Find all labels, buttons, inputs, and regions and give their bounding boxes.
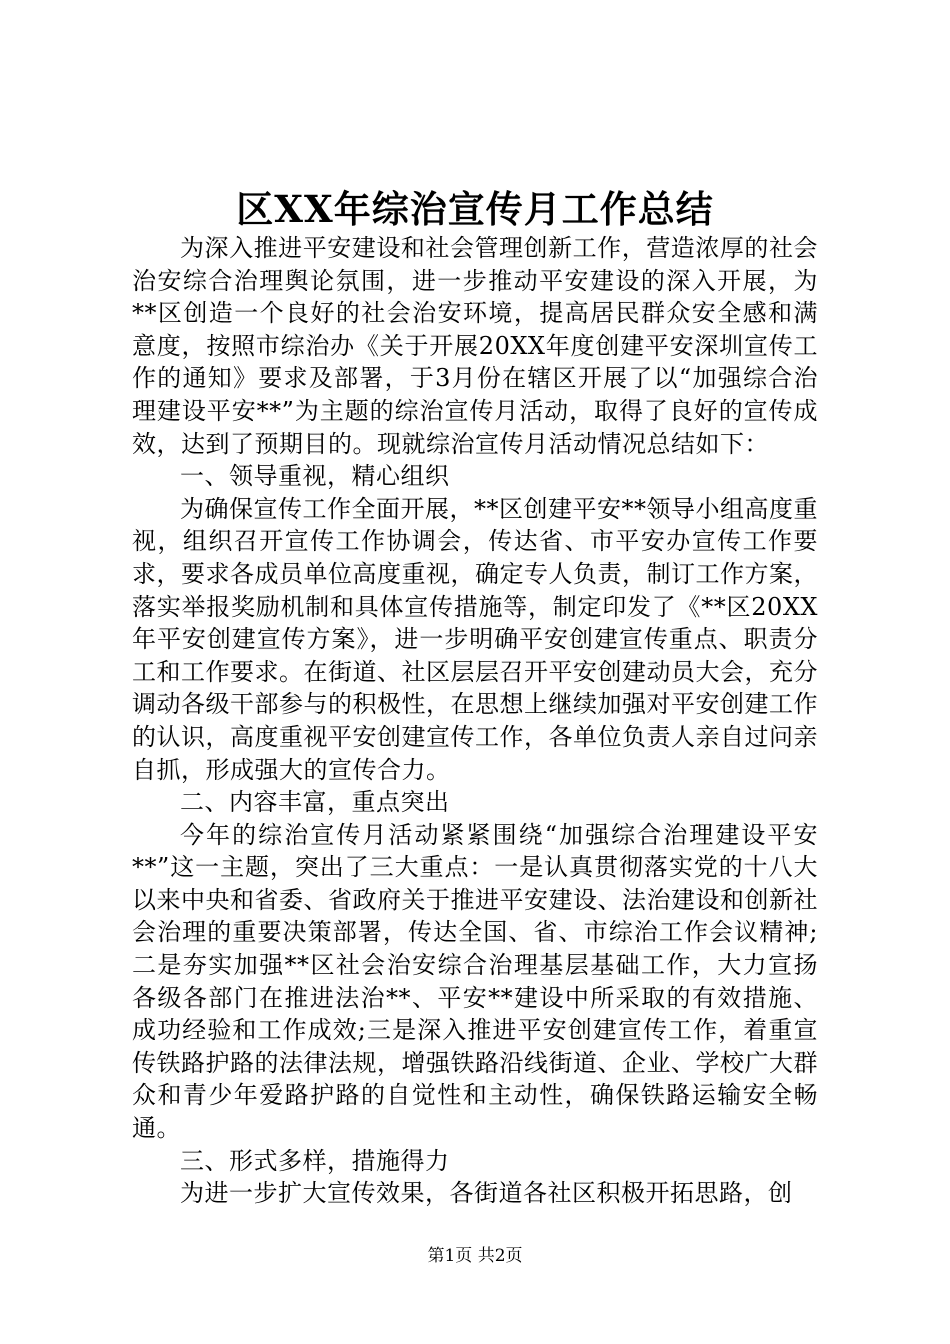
section-heading-3: 三、形式多样，措施得力 <box>180 1146 450 1175</box>
intro-paragraph: 为深入推进平安建设和社会管理创新工作，营造浓厚的社会治安综合治理舆论氛围，进一步推动平安建设的深入开展，为**区创造一个良好的社会治安环境，提高居民群众安全感和满意度，按照市综治办《关于开展20XX年度创建平安深圳宣传工作的通知》要求及部署，于3月份在辖区开展了以“加强综合治理建设平安**”为主题的综治宣传月活动，取得了良好的宣传成效，达到了预期目的。现就综治宣传月活动情况总结如下： <box>132 234 818 458</box>
section-1-paragraph: 为确保宣传工作全面开展，**区创建平安**领导小组高度重视，组织召开宣传工作协调会，传达省、市平安办宣传工作要求，要求各成员单位高度重视，确定专人负责，制订工作方案，落实举报奖励机制和具体宣传措施等，制定印发了《**区20XX年平安创建宣传方案》，进一步明确平安创建宣传重点、职责分工和工作要求。在街道、社区层层召开平安创建动员大会，充分调动各级干部参与的积极性，在思想上继续加强对平安创建工作的认识，高度重视平安创建宣传工作，各单位负责人亲自过问亲自抓，形成强大的宣传合力。 <box>132 494 818 784</box>
document-body <box>132 232 818 1210</box>
page-footer: 第1页 共2页 <box>427 1246 523 1266</box>
section-heading-2: 二、内容丰富，重点突出 <box>180 788 450 817</box>
section-2-paragraph: 今年的综治宣传月活动紧紧围绕“加强综合治理建设平安**”这一主题，突出了三大重点：一是认真贯彻落实党的十八大以来中央和省委、省政府关于推进平安建设、法治建设和创新社会治理的重要决策部署，传达全国、省、市综治工作会议精神;二是夯实加强**区社会治安综合治理基层基础工作，大力宣扬各级各部门在推进法治**、平安**建设中所采取的有效措施、成功经验和工作成效;三是深入推进平安创建宣传工作，着重宣传铁路护路的法律法规，增强铁路沿线街道、企业、学校广大群众和青少年爱路护路的自觉性和主动性，确保铁路运输安全畅通。 <box>132 820 818 1143</box>
section-heading-1: 一、领导重视，精心组织 <box>180 462 450 491</box>
section-3-paragraph: 为进一步扩大宣传效果，各街道各社区积极开拓思路，创 <box>180 1179 793 1208</box>
document-title: 区XX年综治宣传月工作总结 <box>236 187 714 231</box>
